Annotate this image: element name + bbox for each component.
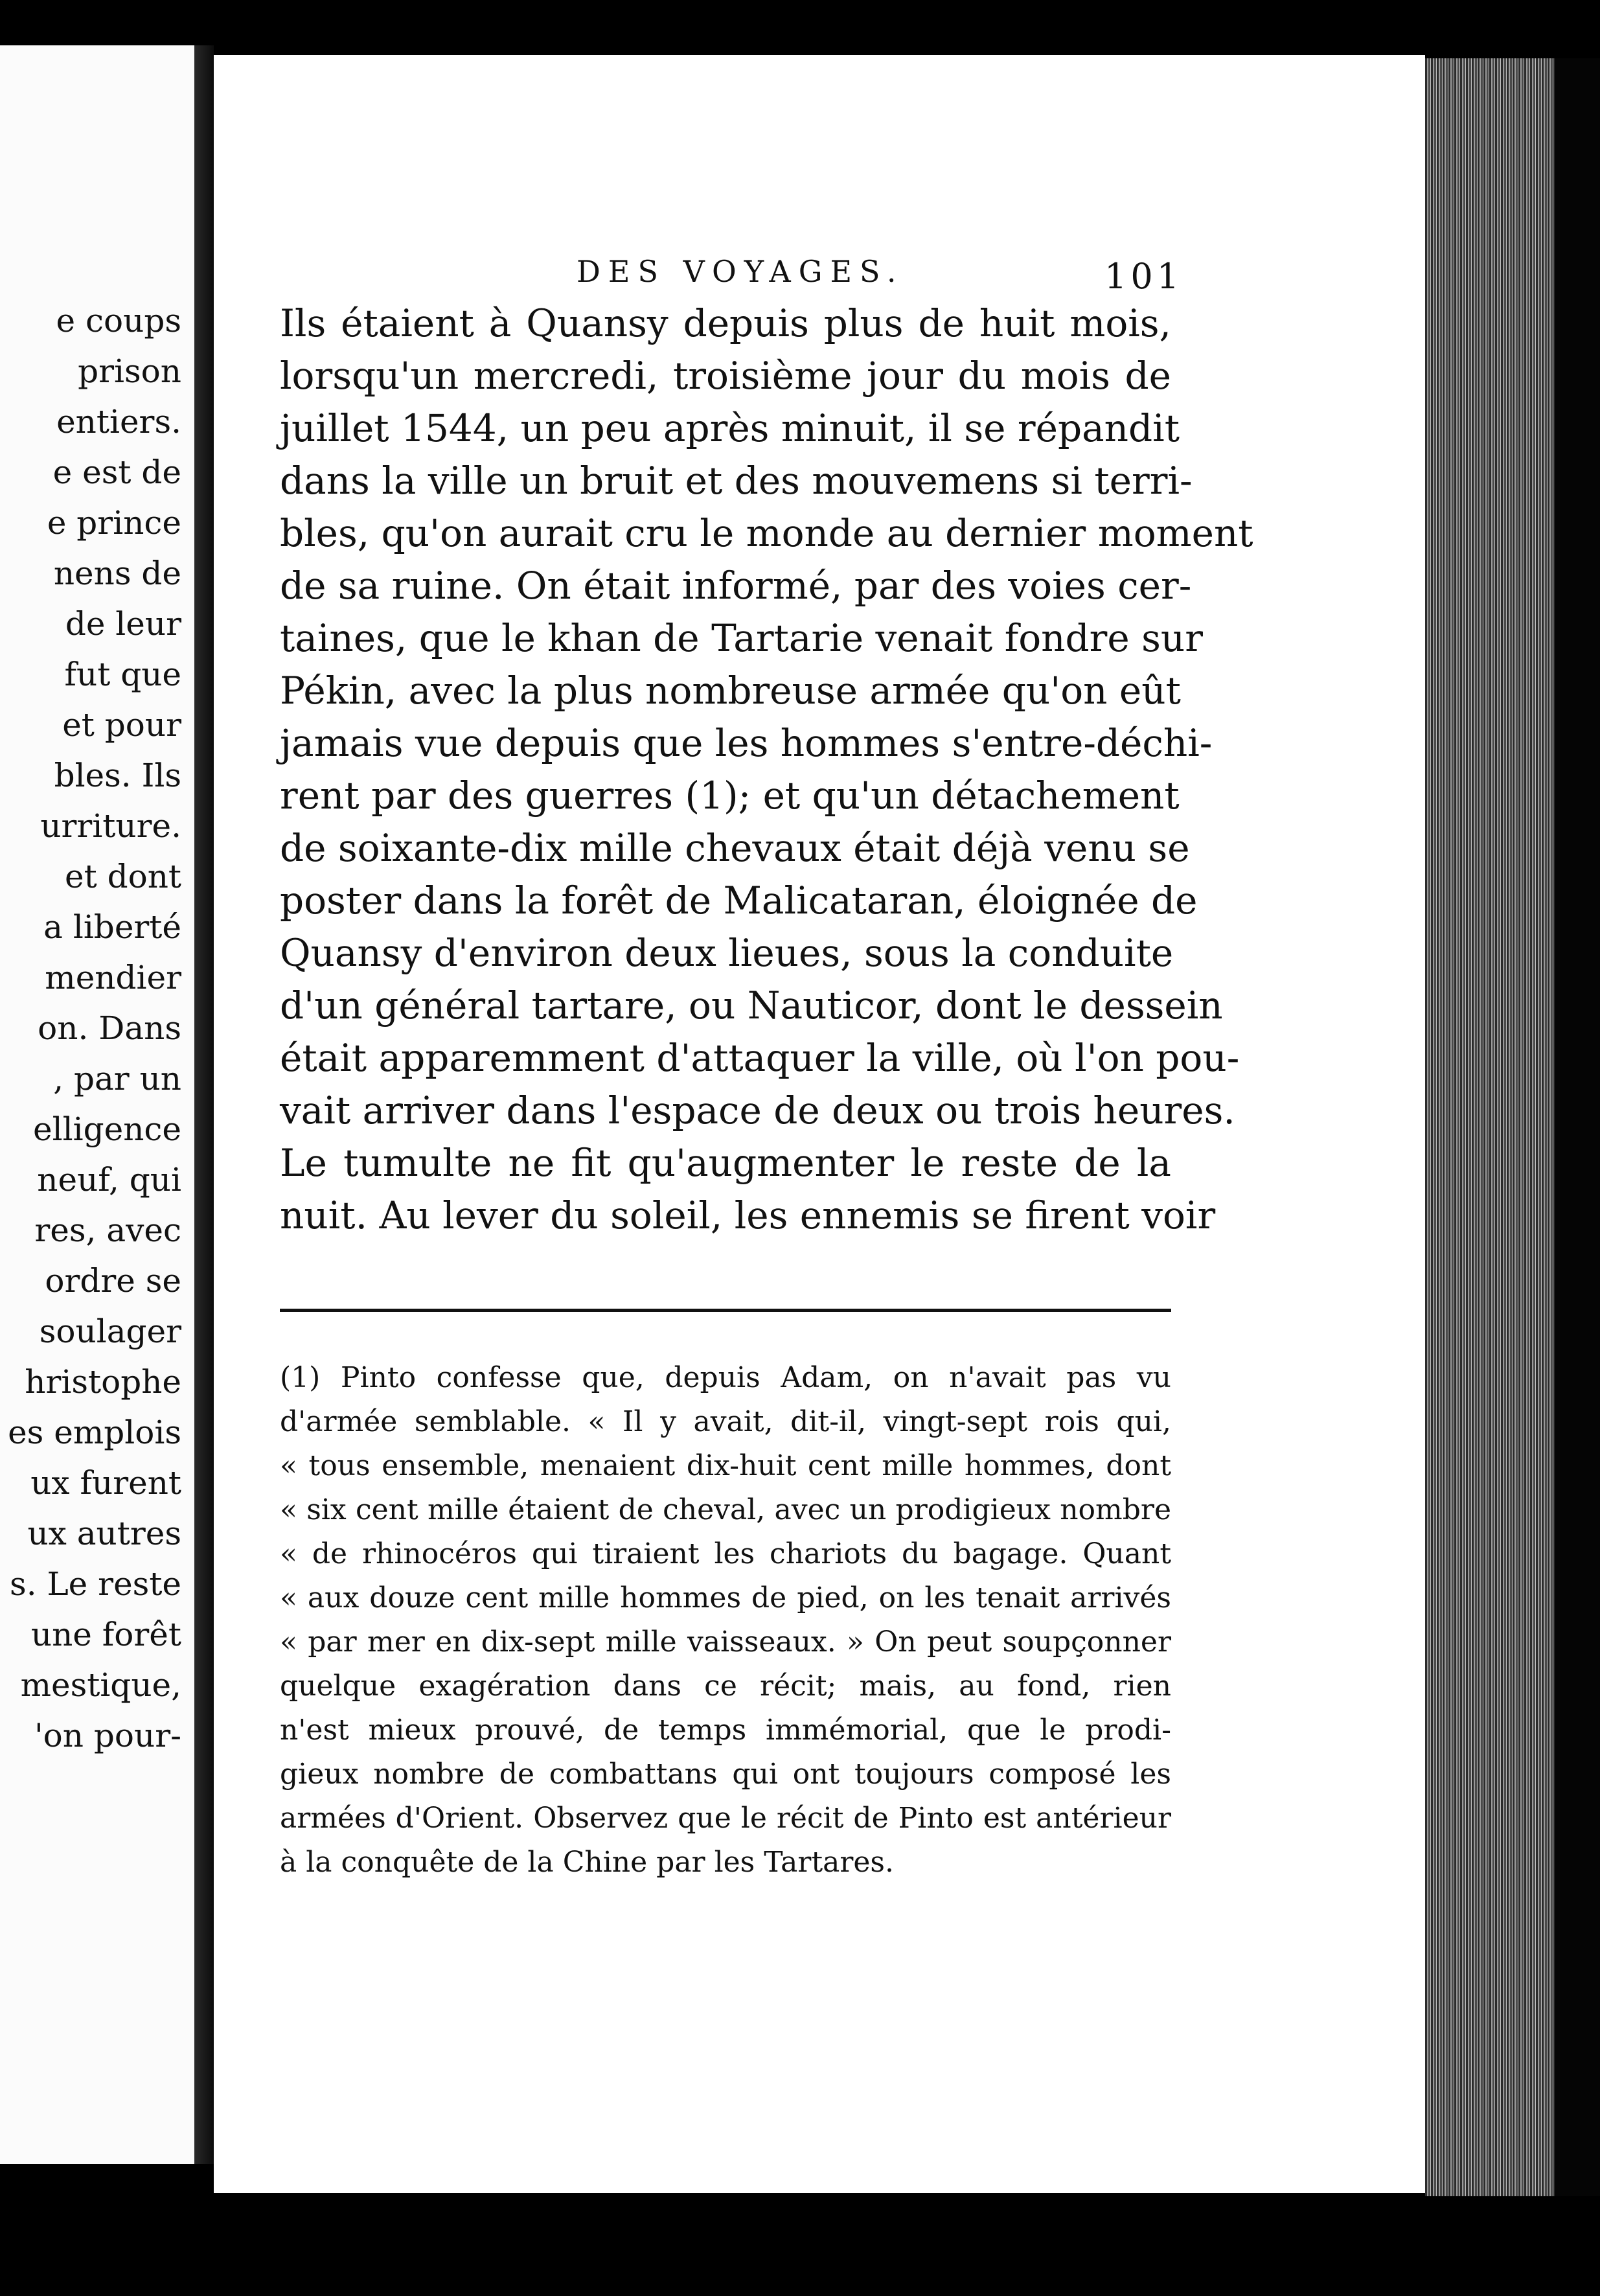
book-gutter — [194, 45, 214, 2164]
left-fragment: une forêt — [30, 1616, 181, 1653]
left-fragment: on. Dans — [38, 1009, 181, 1047]
left-fragment: es emplois — [8, 1414, 181, 1451]
footnote-line: « six cent mille étaient de cheval, avec un prodigieux nombre — [280, 1493, 1171, 1526]
footnote-line: « par mer en dix-sept mille vaisseaux. » On peut soupçonner — [280, 1625, 1171, 1659]
left-fragment: soulager — [39, 1313, 181, 1350]
left-fragment: de leur — [65, 605, 181, 643]
left-fragment: bles. Ils — [54, 757, 181, 794]
left-fragment: res, avec — [34, 1211, 181, 1249]
page-number: 101 — [1104, 256, 1183, 297]
body-line: taines, que le khan de Tartarie venait fondre sur — [280, 616, 1203, 660]
body-line: Le tumulte ne fit qu'augmenter le reste de la — [280, 1141, 1171, 1185]
body-line: nuit. Au lever du soleil, les ennemis se firent voir — [280, 1193, 1216, 1237]
footnote-line: d'armée semblable. « Il y avait, dit-il, vingt-sept rois qui, — [280, 1405, 1171, 1438]
left-fragment: ux autres — [27, 1515, 181, 1552]
left-fragment: mestique, — [20, 1666, 181, 1704]
body-line: juillet 1544, un peu après minuit, il se répandit — [280, 406, 1180, 450]
left-fragment: et pour — [62, 706, 181, 744]
left-fragment: e est de — [52, 453, 181, 491]
book-cover-edge — [1555, 58, 1600, 2196]
left-fragment: a liberté — [43, 908, 181, 946]
body-line: bles, qu'on aurait cru le monde au dernier moment — [280, 511, 1253, 555]
page-edges — [1425, 58, 1555, 2196]
left-fragment: ordre se — [45, 1262, 181, 1300]
footnote-line: « aux douze cent mille hommes de pied, on les tenait arrivés — [280, 1581, 1171, 1614]
left-fragment: 'on pour- — [34, 1717, 181, 1754]
running-head: DES VOYAGES. — [577, 254, 904, 289]
left-fragment: elligence — [33, 1110, 181, 1148]
body-line: de sa ruine. On était informé, par des voies cer- — [280, 564, 1192, 608]
body-line: poster dans la forêt de Malicataran, éloignée de — [280, 878, 1198, 923]
body-line: était apparemment d'attaquer la ville, où l'on pou- — [280, 1036, 1240, 1080]
body-line: Ils étaient à Quansy depuis plus de huit mois, — [280, 301, 1171, 345]
body-line: jamais vue depuis que les hommes s'entre-déchi- — [280, 721, 1213, 765]
left-fragment: prison — [78, 352, 181, 390]
left-fragment: e coups — [56, 302, 181, 339]
left-page — [0, 45, 214, 2164]
body-line: d'un général tartare, ou Nauticor, dont le dessein — [280, 983, 1223, 1027]
footnote-rule — [280, 1309, 1171, 1312]
footnote-line: « de rhinocéros qui tiraient les chariots du bagage. Quant — [280, 1537, 1171, 1570]
left-fragment: urriture. — [40, 807, 181, 845]
left-fragment: hristophe — [25, 1363, 181, 1401]
left-fragment: entiers. — [56, 403, 181, 441]
left-fragment: et dont — [65, 858, 181, 895]
left-fragment: e prince — [47, 504, 181, 542]
body-line: vait arriver dans l'espace de deux ou trois heures. — [280, 1088, 1235, 1132]
body-line: dans la ville un bruit et des mouvemens si terri- — [280, 459, 1193, 503]
left-fragment: s. Le reste — [10, 1565, 181, 1603]
left-fragment: neuf, qui — [37, 1161, 181, 1199]
footnote-line: n'est mieux prouvé, de temps immémorial, que le prodi- — [280, 1714, 1171, 1747]
footnote-line: à la conquête de la Chine par les Tartares. — [280, 1846, 894, 1879]
left-fragment: , par un — [53, 1060, 181, 1097]
body-line: Pékin, avec la plus nombreuse armée qu'on eût — [280, 669, 1181, 713]
body-line: Quansy d'environ deux lieues, sous la conduite — [280, 931, 1174, 975]
footnote-line: armées d'Orient. Observez que le récit de Pinto est antérieur — [280, 1802, 1171, 1835]
left-fragment: mendier — [45, 959, 181, 996]
footnote-line: quelque exagération dans ce récit; mais, au fond, rien — [280, 1670, 1171, 1703]
body-line: lorsqu'un mercredi, troisième jour du mois de — [280, 354, 1171, 398]
body-line: rent par des guerres (1); et qu'un détachement — [280, 774, 1180, 818]
footnote-line: (1) Pinto confesse que, depuis Adam, on n'avait pas vu — [280, 1361, 1171, 1394]
footnote-line: « tous ensemble, menaient dix-huit cent mille hommes, dont — [280, 1449, 1171, 1482]
footnote-line: gieux nombre de combattans qui ont toujours composé les — [280, 1758, 1171, 1791]
left-fragment: nens de — [53, 555, 181, 592]
body-line: de soixante-dix mille chevaux était déjà venu se — [280, 826, 1190, 870]
left-fragment: fut que — [64, 656, 181, 693]
left-fragment: ux furent — [30, 1464, 181, 1502]
